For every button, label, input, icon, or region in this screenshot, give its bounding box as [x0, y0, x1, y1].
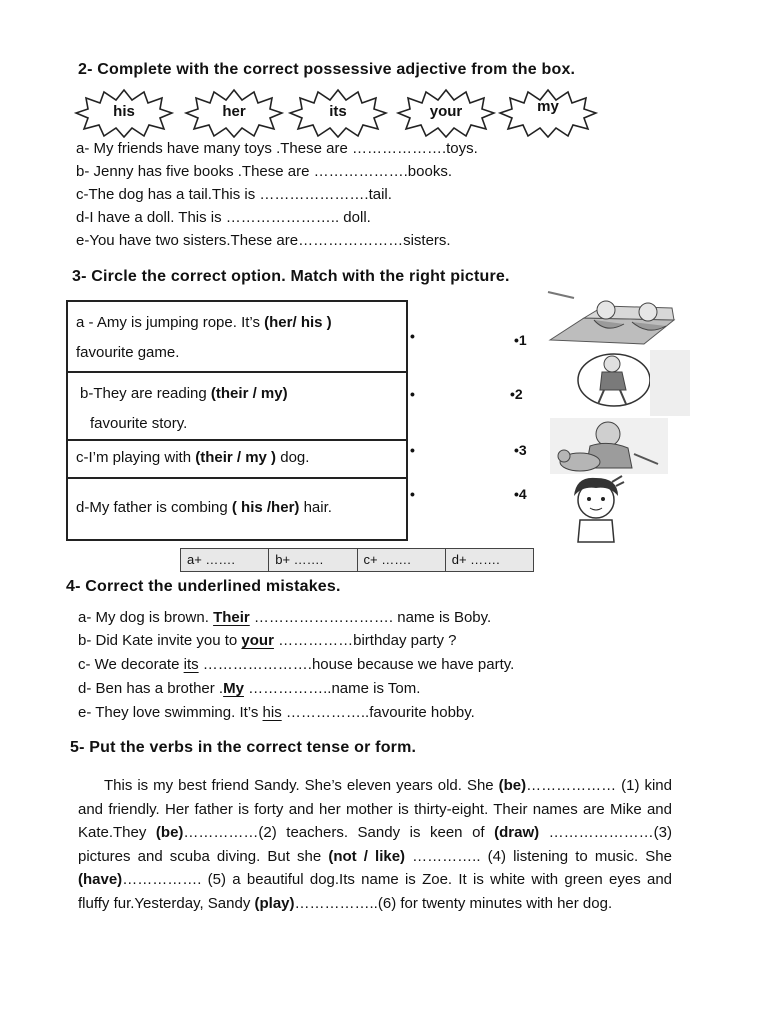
picture-number-2[interactable]: •2 — [510, 386, 523, 402]
answer-c[interactable]: c+ ……. — [358, 549, 446, 571]
ex2-line-e: e-You have two sisters.These are…………………sisters. — [76, 232, 451, 249]
girl-jumping-rope-picture — [570, 350, 690, 416]
word-my: my — [537, 98, 559, 115]
ex4-c-underlined: its — [183, 656, 199, 673]
verb-be-1: (be) — [498, 777, 527, 794]
children-reading-picture — [544, 290, 684, 346]
word-his: his — [113, 103, 135, 120]
ex4-d-underlined: My — [223, 680, 244, 697]
word-star-her — [184, 88, 284, 138]
picture-number-1[interactable]: •1 — [514, 332, 527, 348]
ex4-b-text: b- Did Kate invite you to — [78, 632, 242, 649]
word-your: your — [429, 103, 463, 120]
picture-number-4[interactable]: •4 — [514, 486, 527, 502]
verb-play: (play) — [254, 894, 295, 912]
word-star-his — [74, 88, 174, 138]
row-a-text: a - Amy is jumping rope. It’s — [76, 314, 265, 331]
row-c-options: (their / my ) — [195, 449, 277, 466]
exercise-4-heading: 4- Correct the underlined mistakes. — [66, 578, 341, 595]
word-its: its — [329, 103, 347, 120]
story-part-2: ……………… (1) kind and friendly. Her father is forty and her mother is thirty-eight. Their names are Mike and Kate.They — [78, 777, 672, 841]
exercise-5-heading: 5- Put the verbs in the correct tense or form. — [70, 739, 417, 756]
answer-strip — [180, 548, 534, 572]
story-paragraph — [78, 774, 672, 915]
story-part-7: ……………..(6) for twenty minutes with her dog. — [294, 894, 613, 912]
ex4-d-text: d- Ben has a brother . — [78, 680, 224, 697]
ex4-a-text: a- My dog is brown. — [78, 609, 214, 626]
word-star-your — [396, 88, 496, 138]
row-c-text: c-I’m playing with — [76, 449, 196, 466]
exercise-3-heading: 3- Circle the correct option. Match with the right picture. — [72, 268, 510, 285]
story-part-5: ………….. (4) listening to music. She — [405, 847, 672, 865]
ex2-line-c: c-The dog has a tail.This is ………………….tail. — [76, 186, 392, 203]
verb-be-2: (be) — [155, 824, 184, 841]
row-d-text-end: hair. — [299, 499, 332, 516]
word-star-my — [498, 88, 598, 138]
ex4-e-rest: ……………..favourite hobby. — [281, 704, 475, 721]
row-d-options: ( his /her) — [231, 499, 300, 516]
ex2-line-b: b- Jenny has five books .These are ……………….books. — [76, 163, 452, 180]
ex4-e-text: e- They love swimming. It’s — [78, 704, 263, 721]
match-dot-a[interactable]: • — [410, 328, 415, 344]
ex4-line-a — [78, 609, 491, 626]
story-part-1: This is my best friend Sandy. She’s eleven years old. She — [104, 777, 499, 794]
word-box — [74, 88, 614, 138]
word-her: her — [222, 103, 246, 120]
ex4-line-c — [78, 656, 514, 673]
ex4-c-rest: ………………….house because we have party. — [198, 656, 515, 673]
ex2-line-d: d-I have a doll. This is ………………….. doll. — [76, 209, 371, 226]
story-part-3: ……………(2) teachers. Sandy is keen of — [183, 824, 495, 841]
verb-not-like: (not / like) — [328, 847, 406, 865]
story-part-4: …………………(3) pictures and scuba diving. But she — [78, 824, 673, 865]
match-dot-c[interactable]: • — [410, 442, 415, 458]
picture-number-3[interactable]: •3 — [514, 442, 527, 458]
row-a-options: (her/ his ) — [264, 314, 332, 331]
table-row-a — [68, 302, 406, 373]
row-b-text: b-They are reading — [80, 385, 211, 402]
ex4-line-d — [78, 680, 420, 697]
table-row-d — [68, 479, 406, 539]
ex4-line-e — [78, 704, 475, 721]
sentence-table — [66, 300, 408, 541]
ex4-c-text: c- We decorate — [78, 656, 184, 673]
verb-have: (have) — [78, 871, 123, 888]
ex4-a-underlined: Their — [213, 609, 250, 626]
table-row-b — [68, 373, 406, 441]
boy-with-dog-picture — [550, 418, 668, 474]
table-row-c — [68, 441, 406, 479]
ex4-e-underlined: his — [262, 704, 282, 721]
match-dot-d[interactable]: • — [410, 486, 415, 502]
row-b-options: (their / my) — [210, 385, 288, 402]
row-b-text-2: favourite story. — [90, 415, 188, 432]
row-d-text: d-My father is combing — [76, 499, 232, 516]
answer-b[interactable]: b+ ……. — [269, 549, 357, 571]
ex4-b-rest: ……………birthday party ? — [273, 632, 457, 649]
ex4-d-rest: ……………..name is Tom. — [243, 680, 421, 697]
ex4-line-b — [78, 632, 457, 649]
answer-a[interactable]: a+ ……. — [181, 549, 269, 571]
boy-combing-hair-picture — [566, 474, 626, 544]
match-dot-b[interactable]: • — [410, 386, 415, 402]
row-c-text-end: dog. — [276, 449, 310, 466]
word-star-its — [288, 88, 388, 138]
row-a-text-2: favourite game. — [76, 344, 180, 361]
story-part-6: ……………. (5) a beautiful dog.Its name is Zoe. It is white with green eyes and fluffy fur.Yesterday, Sandy — [78, 871, 672, 912]
verb-draw: (draw) — [494, 824, 540, 841]
answer-d[interactable]: d+ ……. — [451, 552, 500, 567]
ex4-b-underlined: your — [241, 632, 274, 649]
ex2-line-a: a- My friends have many toys .These are ……………….toys. — [76, 140, 478, 157]
ex4-a-rest: ………………………. name is Boby. — [249, 609, 492, 626]
exercise-2-heading: 2- Complete with the correct possessive adjective from the box. — [78, 61, 576, 78]
